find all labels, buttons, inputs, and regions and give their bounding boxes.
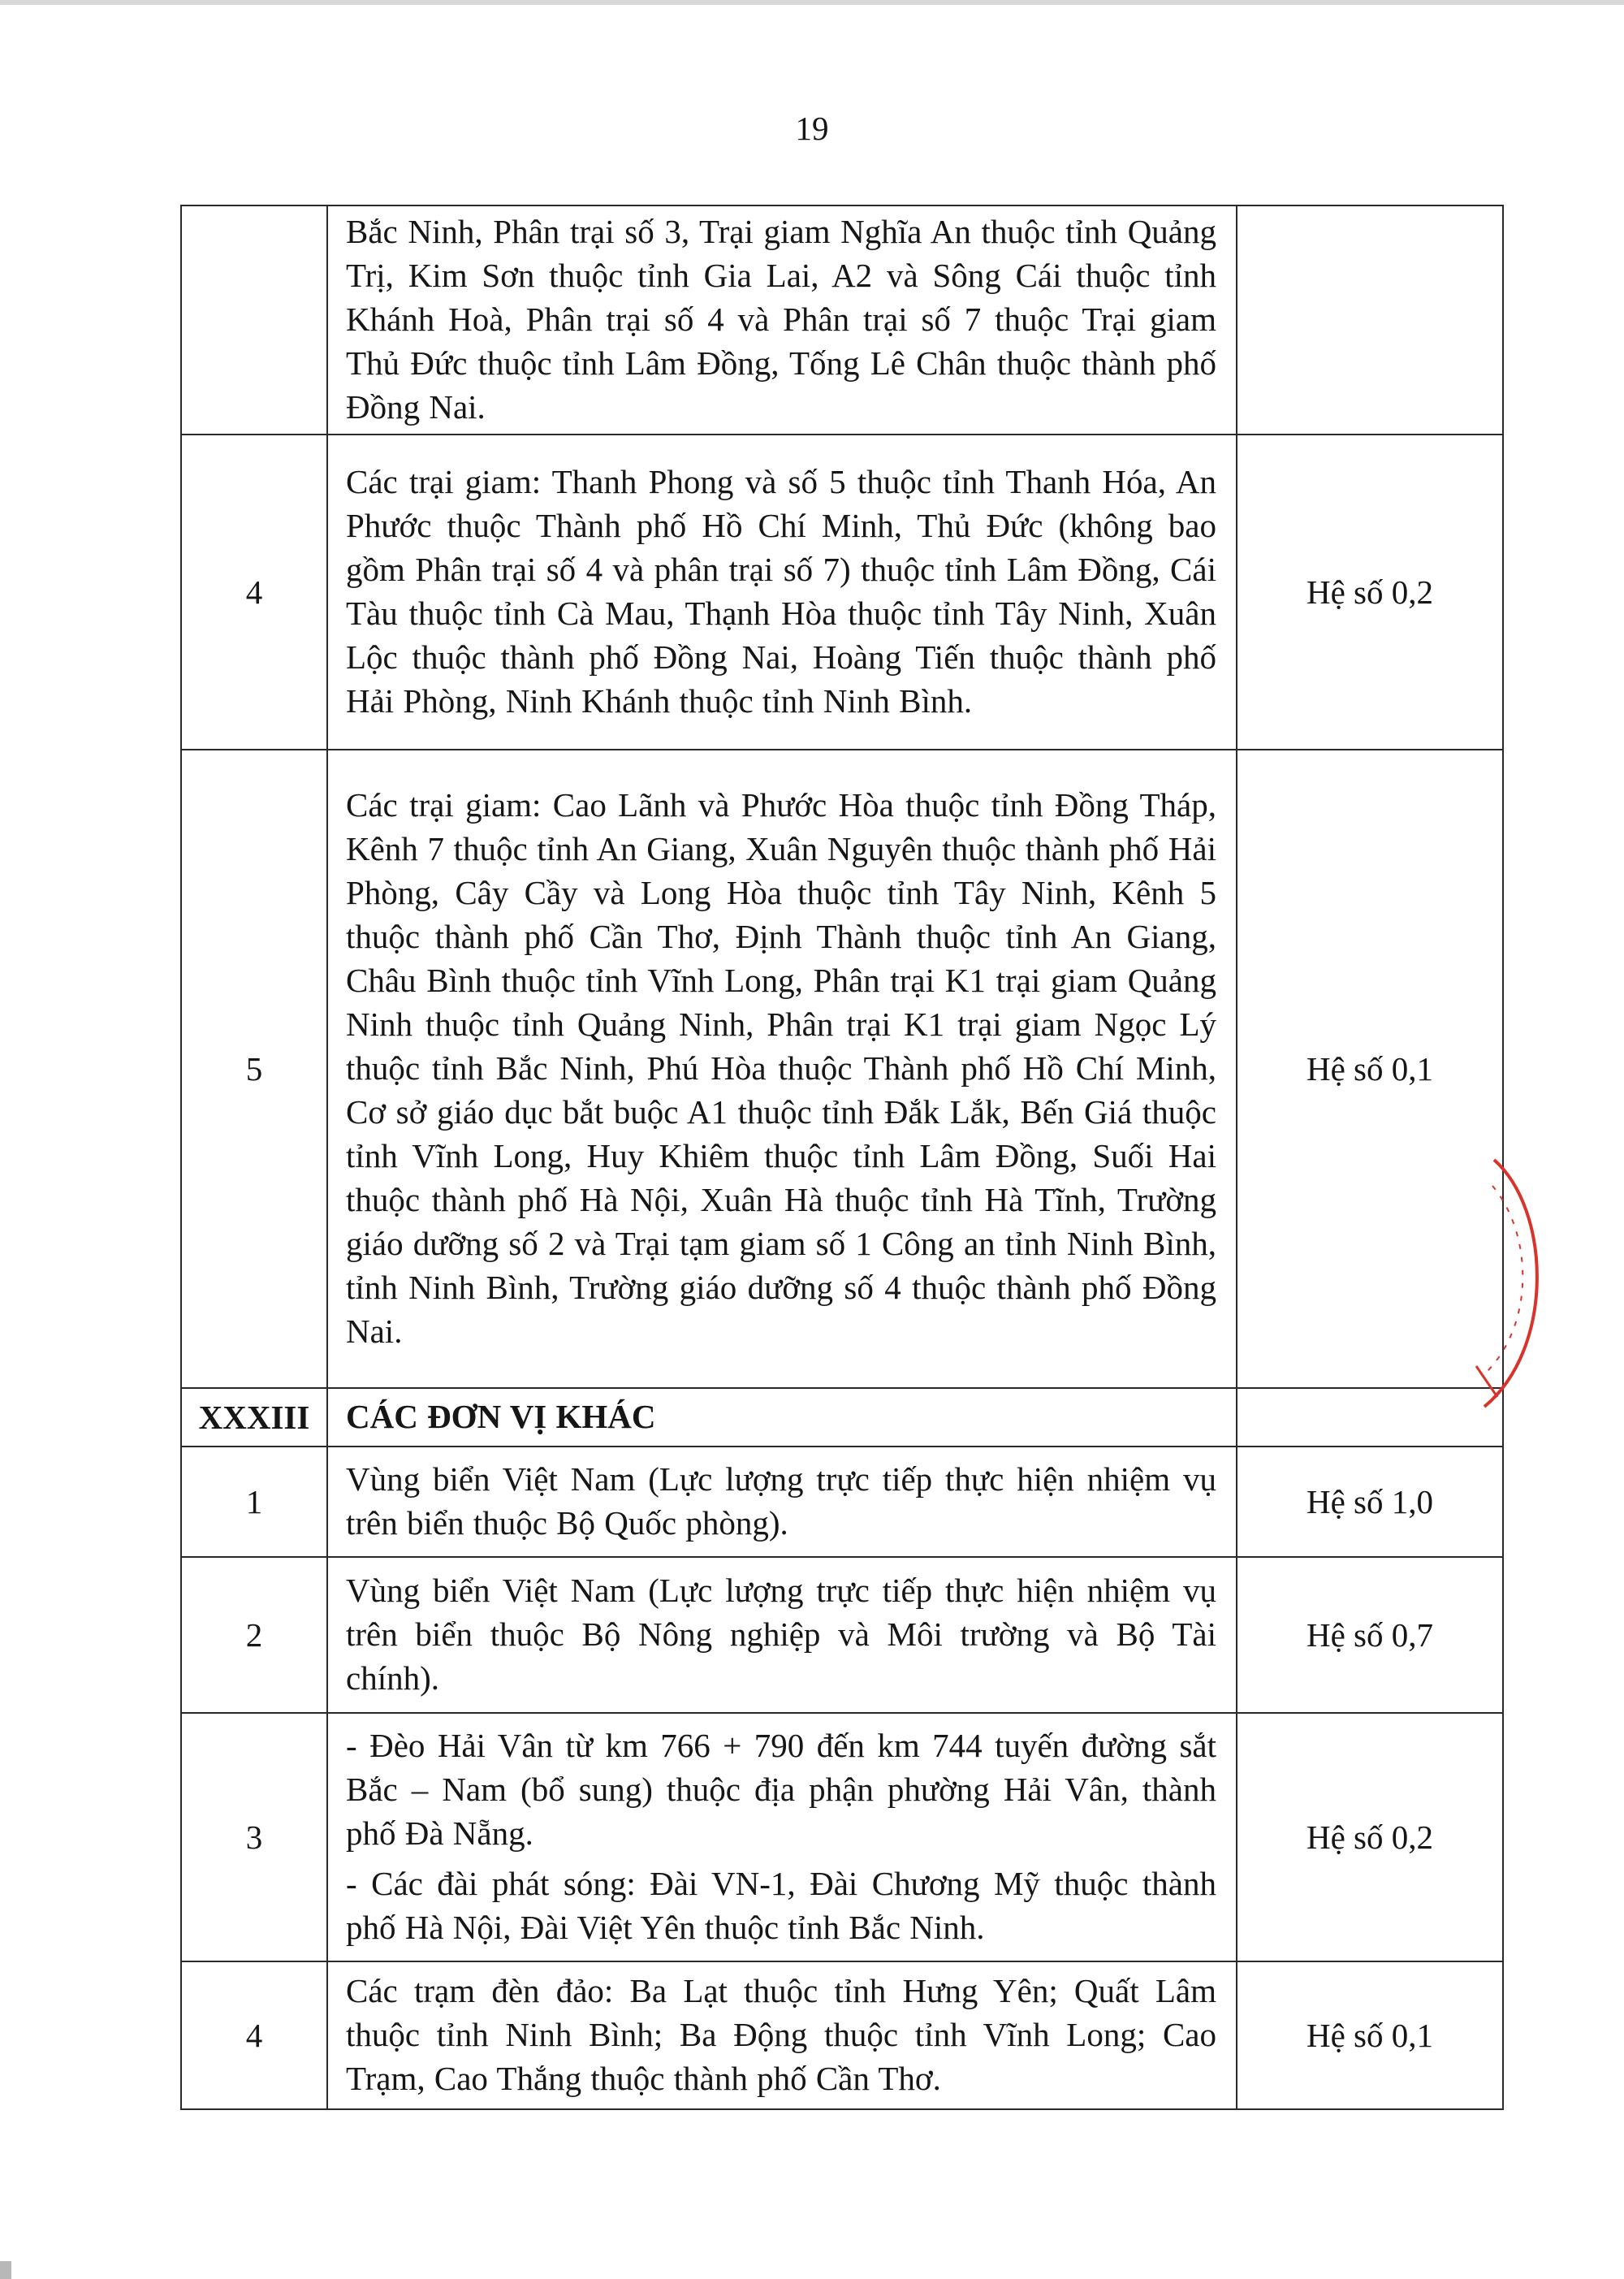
row-coefficient: Hệ số 0,1 bbox=[1237, 1961, 1503, 2109]
row-description bbox=[327, 1713, 1237, 1961]
row-description bbox=[327, 205, 1237, 435]
row-description bbox=[327, 1557, 1237, 1713]
description-paragraph: Vùng biển Việt Nam (Lực lượng trực tiếp thực hiện nhiệm vụ trên biển thuộc Bộ Quốc phòng). bbox=[346, 1460, 1216, 1542]
section-header-row bbox=[181, 1388, 1503, 1447]
seal-tick bbox=[1476, 1366, 1497, 1397]
row-description bbox=[327, 1961, 1237, 2109]
table-row bbox=[181, 1447, 1503, 1557]
scan-top-edge bbox=[0, 0, 1624, 5]
row-number: 1 bbox=[181, 1447, 327, 1557]
seal-arc bbox=[1484, 1160, 1537, 1407]
seal-stamp-fragment bbox=[1462, 1153, 1551, 1413]
description-paragraph: Các trại giam: Thanh Phong và số 5 thuộc tỉnh Thanh Hóa, An Phước thuộc Thành phố Hồ Chí Minh, Thủ Đức (không bao gồm Phân trại số 4 và phân trại số 7) thuộc tỉnh Lâm Đồng, Cái Tàu thuộc tỉnh Cà Mau, Thạnh Hòa thuộc tỉnh Tây Ninh, Xuân Lộc thuộc thành phố Đồng Nai, Hoàng Tiến thuộc thành phố Hải Phòng, Ninh Khánh thuộc tỉnh Ninh Bình. bbox=[346, 463, 1216, 720]
row-coefficient: Hệ số 0,7 bbox=[1237, 1557, 1503, 1713]
page-number: 19 bbox=[795, 110, 829, 147]
row-number: 2 bbox=[181, 1557, 327, 1713]
row-description bbox=[327, 1447, 1237, 1557]
row-coefficient: Hệ số 0,2 bbox=[1237, 435, 1503, 750]
row-coefficient: Hệ số 0,2 bbox=[1237, 1713, 1503, 1961]
description-paragraph: Bắc Ninh, Phân trại số 3, Trại giam Nghĩa An thuộc tỉnh Quảng Trị, Kim Sơn thuộc tỉnh Gia Lai, A2 và Sông Cái thuộc tỉnh Khánh Hoà, Phân trại số 4 và Phân trại số 7 thuộc Trại giam Thủ Đức thuộc tỉnh Lâm Đồng, Tống Lê Chân thuộc thành phố Đồng Nai. bbox=[346, 213, 1216, 426]
description-paragraph: Vùng biển Việt Nam (Lực lượng trực tiếp thực hiện nhiệm vụ trên biển thuộc Bộ Nông nghiệp và Môi trường và Bộ Tài chính). bbox=[346, 1572, 1216, 1697]
row-number: 3 bbox=[181, 1713, 327, 1961]
scan-corner-mark bbox=[0, 2261, 11, 2279]
section-number: XXXIII bbox=[181, 1388, 327, 1447]
coefficient-table bbox=[180, 205, 1504, 2110]
description-paragraph: Các trạm đèn đảo: Ba Lạt thuộc tỉnh Hưng Yên; Quất Lâm thuộc tỉnh Ninh Bình; Ba Động thuộc tỉnh Vĩnh Long; Cao Trạm, Cao Thắng thuộc thành phố Cần Thơ. bbox=[346, 1972, 1216, 2097]
row-description bbox=[327, 750, 1237, 1388]
table-row bbox=[181, 1713, 1503, 1961]
description-paragraph: - Đèo Hải Vân từ km 766 + 790 đến km 744 tuyến đường sắt Bắc – Nam (bổ sung) thuộc địa phận phường Hải Vân, thành phố Đà Nẵng. bbox=[346, 1727, 1216, 1852]
table-row bbox=[181, 750, 1503, 1388]
table-row bbox=[181, 205, 1503, 435]
table-row bbox=[181, 1557, 1503, 1713]
row-number bbox=[181, 205, 327, 435]
description-paragraph: Các trại giam: Cao Lãnh và Phước Hòa thuộc tỉnh Đồng Tháp, Kênh 7 thuộc tỉnh An Giang, Xuân Nguyên thuộc thành phố Hải Phòng, Cây Cầy và Long Hòa thuộc tỉnh Tây Ninh, Kênh 5 thuộc thành phố Cần Thơ, Định Thành thuộc tỉnh An Giang, Châu Bình thuộc tỉnh Vĩnh Long, Phân trại K1 trại giam Quảng Ninh thuộc tỉnh Quảng Ninh, Phân trại K1 trại giam Ngọc Lý thuộc tỉnh Bắc Ninh, Phú Hòa thuộc Thành phố Hồ Chí Minh, Cơ sở giáo dục bắt buộc A1 thuộc tỉnh Đắk Lắk, Bến Giá thuộc tỉnh Vĩnh Long, Huy Khiêm thuộc tỉnh Lâm Đồng, Suối Hai thuộc thành phố Hà Nội, Xuân Hà thuộc tỉnh Hà Tĩnh, Trường giáo dưỡng số 2 và Trại tạm giam số 1 Công an tỉnh Ninh Bình, tỉnh Ninh Bình, Trường giáo dưỡng số 4 thuộc thành phố Đồng Nai. bbox=[346, 786, 1216, 1350]
row-number: 4 bbox=[181, 435, 327, 750]
section-title: CÁC ĐƠN VỊ KHÁC bbox=[327, 1388, 1237, 1447]
row-coefficient: Hệ số 0,1 bbox=[1237, 750, 1503, 1388]
row-coefficient bbox=[1237, 205, 1503, 435]
table-row bbox=[181, 435, 1503, 750]
description-paragraph: - Các đài phát sóng: Đài VN-1, Đài Chương Mỹ thuộc thành phố Hà Nội, Đài Việt Yên thuộc tỉnh Bắc Ninh. bbox=[346, 1865, 1216, 1946]
table-row bbox=[181, 1961, 1503, 2109]
row-description bbox=[327, 435, 1237, 750]
row-coefficient: Hệ số 1,0 bbox=[1237, 1447, 1503, 1557]
seal-arc-inner bbox=[1486, 1186, 1522, 1373]
row-number: 5 bbox=[181, 750, 327, 1388]
row-number: 4 bbox=[181, 1961, 327, 2109]
